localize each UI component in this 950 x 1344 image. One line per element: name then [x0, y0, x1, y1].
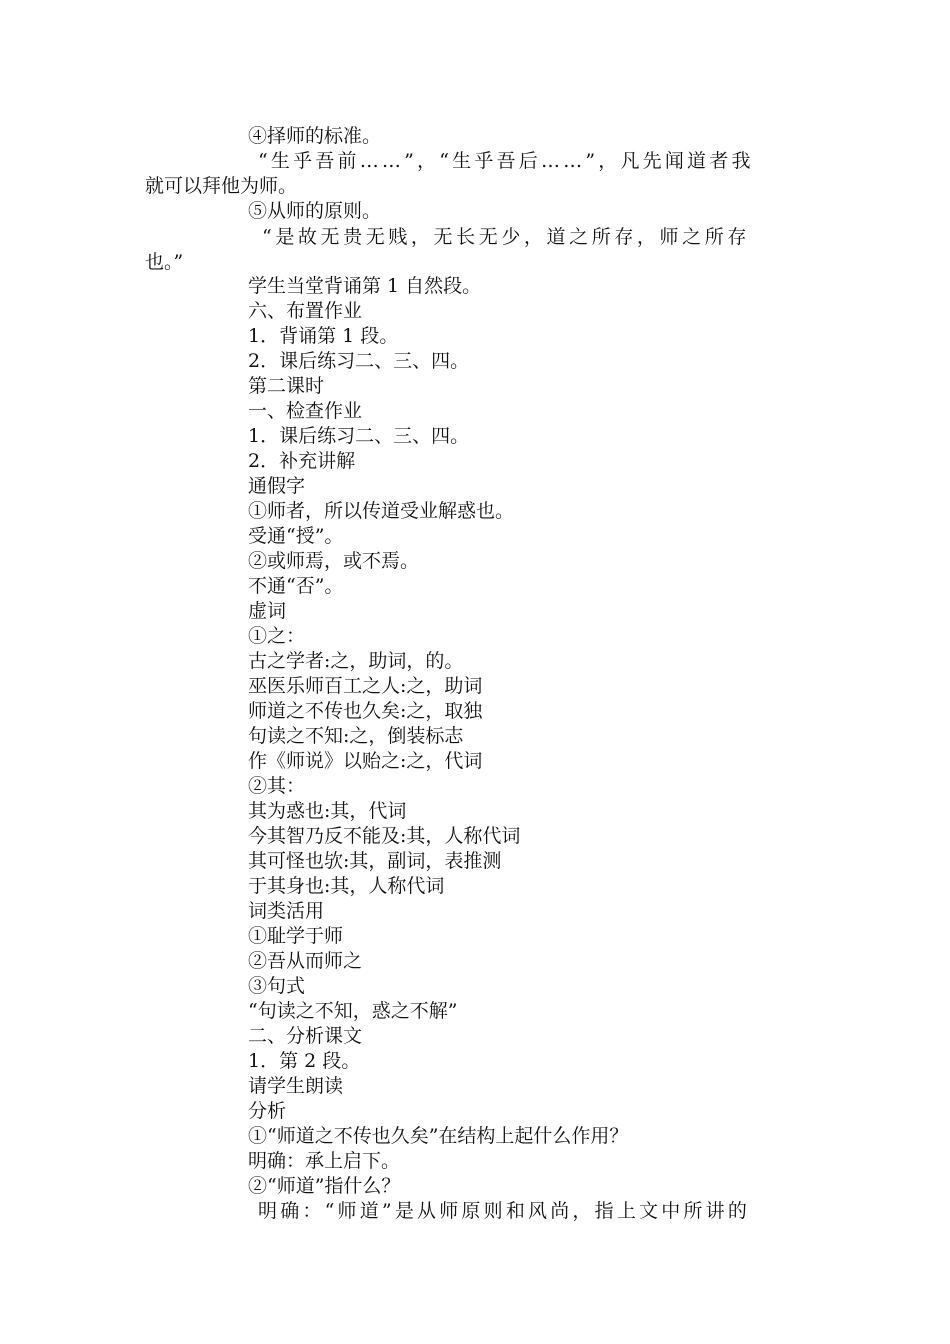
- text-line: 1．背诵第 1 段。: [248, 325, 399, 347]
- text-line: 今其智乃反不能及:其，人称代词: [248, 825, 521, 847]
- text-line: 通假字: [248, 475, 306, 497]
- text-line: 不通“否”。: [248, 575, 344, 597]
- text-line: 受通“授”。: [248, 525, 344, 547]
- text-line: 明确：承上启下。: [248, 1150, 401, 1172]
- text-line: 于其身也:其，人称代词: [248, 875, 445, 897]
- text-line: 请学生朗读: [248, 1075, 344, 1097]
- text-line: “句读之不知，惑之不解”: [248, 1000, 458, 1022]
- text-line: 其为惑也:其，代词: [248, 800, 407, 822]
- text-line: 作《师说》以贻之:之，代词: [248, 750, 483, 772]
- text-line: 词类活用: [248, 900, 325, 922]
- text-line: 明确：“师道”是从师原则和风尚，指上文中所讲的: [258, 1200, 751, 1222]
- text-line: ②或师焉，或不焉。: [248, 550, 420, 572]
- text-line: 句读之不知:之，倒装标志: [248, 725, 464, 747]
- text-line: 2．课后练习二、三、四。: [248, 350, 470, 372]
- section-heading: 二、分析课文: [248, 1025, 363, 1047]
- text-line: ②吾从而师之: [248, 950, 363, 972]
- text-line: “生乎吾前……”，“生乎吾后……”，凡先闻道者我: [258, 150, 754, 172]
- text-line: 1．第 2 段。: [248, 1050, 361, 1072]
- text-line: 巫医乐师百工之人:之，助词: [248, 675, 483, 697]
- text-line: 学生当堂背诵第 1 自然段。: [248, 275, 482, 297]
- text-line: 分析: [248, 1100, 287, 1122]
- text-line: 虚词: [248, 600, 287, 622]
- text-line: 其可怪也欤:其，副词，表推测: [248, 850, 502, 872]
- text-line: ①“师道之不传也久矣”在结构上起什么作用？: [248, 1125, 629, 1147]
- text-line: “是故无贵无贱，无长无少，道之所存，师之所存: [262, 226, 750, 248]
- text-line: 古之学者:之，助词，的。: [248, 650, 464, 672]
- text-line: ①耻学于师: [248, 925, 344, 947]
- text-line: 师道之不传也久矣:之，取独: [248, 700, 483, 722]
- text-line: 就可以拜他为师。: [145, 175, 298, 197]
- text-line: 2．补充讲解: [248, 450, 356, 472]
- section-heading: 一、检查作业: [248, 400, 363, 422]
- text-line: ①之：: [248, 625, 306, 647]
- text-line: ⑤从师的原则。: [248, 200, 382, 222]
- text-line: 也。”: [145, 251, 184, 273]
- section-heading: 六、布置作业: [248, 300, 363, 322]
- text-line: ③句式: [248, 975, 306, 997]
- text-line: 1．课后练习二、三、四。: [248, 425, 470, 447]
- text-line: ④择师的标准。: [248, 125, 382, 147]
- text-line: ①师者，所以传道受业解惑也。: [248, 500, 515, 522]
- text-line: ②“师道”指什么？: [248, 1175, 401, 1197]
- lesson-heading: 第二课时: [248, 375, 325, 397]
- text-line: ②其：: [248, 775, 306, 797]
